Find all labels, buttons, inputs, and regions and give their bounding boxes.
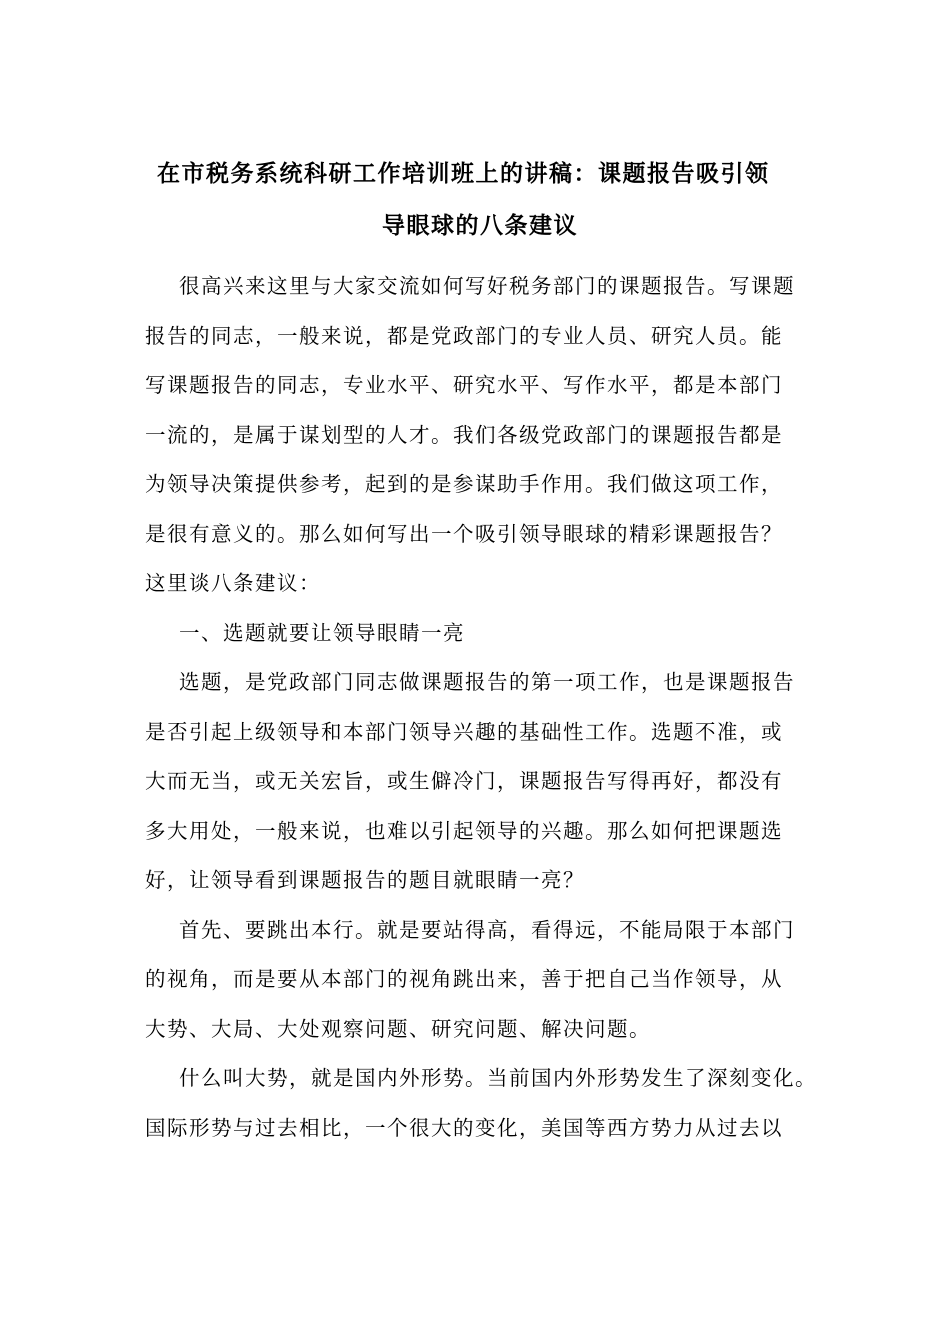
body-line: 是很有意义的。那么如何写出一个吸引领导眼球的精彩课题报告？ bbox=[145, 521, 783, 546]
body-line: 国际形势与过去相比，一个很大的变化，美国等西方势力从过去以 bbox=[145, 1115, 783, 1140]
body-line: 好，让领导看到课题报告的题目就眼睛一亮？ bbox=[145, 868, 585, 892]
body-line: 一、选题就要让领导眼睛一亮 bbox=[179, 620, 465, 645]
body-line: 大势、大局、大处观察问题、研究问题、解决问题。 bbox=[145, 1016, 651, 1041]
title-line-1: 在市税务系统科研工作培训班上的讲稿：课题报告吸引领 bbox=[157, 161, 770, 187]
body-line: 一流的，是属于谋划型的人才。我们各级党政部门的课题报告都是 bbox=[145, 422, 783, 447]
body-line: 首先、要跳出本行。就是要站得高，看得远，不能局限于本部门 bbox=[179, 917, 795, 942]
body-line: 写课题报告的同志，专业水平、研究水平、写作水平，都是本部门 bbox=[145, 373, 783, 397]
body-line: 的视角，而是要从本部门的视角跳出来，善于把自己当作领导，从 bbox=[145, 967, 783, 991]
body-line: 为领导决策提供参考，起到的是参谋助手作用。我们做这项工作， bbox=[145, 472, 783, 496]
body-line: 多大用处，一般来说，也难以引起领导的兴趣。那么如何把课题选 bbox=[145, 818, 783, 843]
body-line: 是否引起上级领导和本部门领导兴趣的基础性工作。选题不准，或 bbox=[145, 719, 783, 744]
body-line: 很高兴来这里与大家交流如何写好税务部门的课题报告。写课题 bbox=[179, 274, 795, 298]
document-body bbox=[145, 262, 835, 1153]
title-line-2: 导眼球的八条建议 bbox=[382, 213, 578, 239]
body-line: 选题，是党政部门同志做课题报告的第一项工作，也是课题报告 bbox=[179, 670, 795, 694]
body-line: 这里谈八条建议： bbox=[145, 571, 321, 595]
body-line: 大而无当，或无关宏旨，或生僻冷门，课题报告写得再好，都没有 bbox=[145, 769, 783, 793]
body-line: 什么叫大势，就是国内外形势。当前国内外形势发生了深刻变化。 bbox=[179, 1066, 817, 1090]
document-title bbox=[140, 148, 820, 252]
body-line: 报告的同志，一般来说，都是党政部门的专业人员、研究人员。能 bbox=[145, 323, 783, 348]
